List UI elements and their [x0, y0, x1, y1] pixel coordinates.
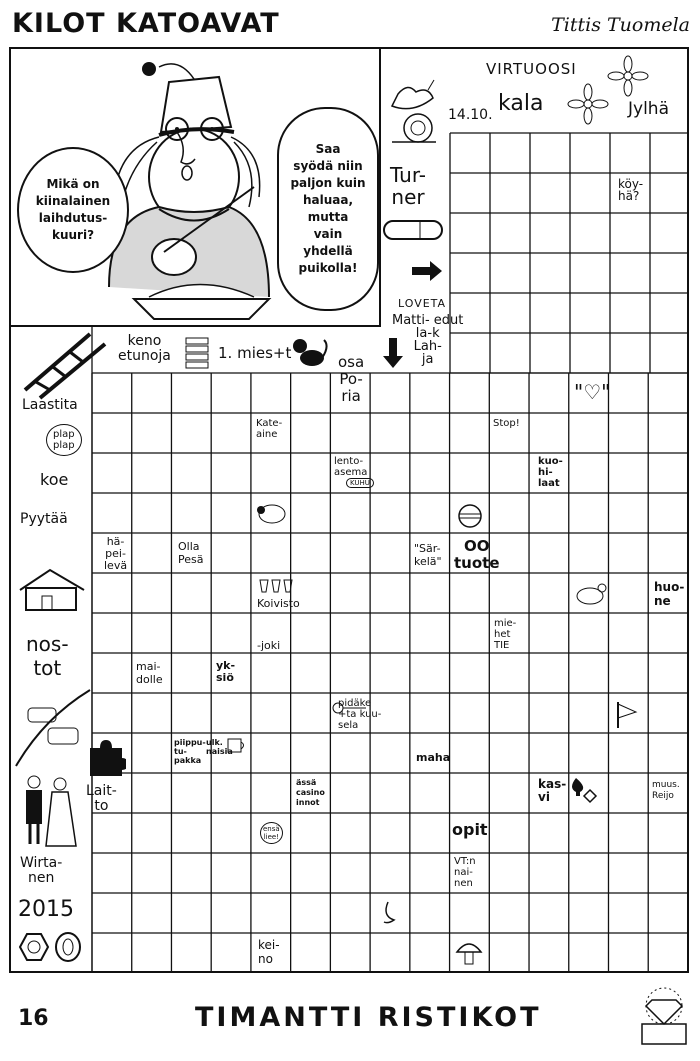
clue-olla-pesa: Olla Pesä: [178, 540, 204, 566]
speech-bubble-right: Saa syödä niin paljon kuin haluaa, mutta vain yhdellä puikolla!: [277, 107, 379, 311]
shot-glasses-icon: [258, 578, 302, 596]
clue-sarkela: "Sär- kelä": [414, 542, 442, 568]
arrow-right-icon: [410, 260, 444, 282]
clue-hapeileva: hä- pei- levä: [104, 535, 128, 572]
clue-first-man: 1. mies+t: [218, 344, 292, 362]
clue-koivisto: Koivisto: [257, 597, 300, 610]
speech-bubble-left: Mikä on kiinalainen laihdutus- kuuri?: [17, 147, 129, 273]
clue-keino: kei- no: [258, 938, 280, 966]
flower-icon-2: [566, 82, 610, 126]
clue-maidolle: mai- dolle: [136, 660, 163, 686]
ball-icon: [454, 502, 488, 530]
hex-nut-icon: [16, 930, 90, 964]
nose-icon: [378, 900, 402, 928]
wedding-couple-icon: [18, 774, 78, 850]
clue-koe: koe: [40, 470, 69, 489]
house-icon: [16, 566, 88, 612]
flag-icon: [612, 700, 642, 730]
clue-huone: huo- ne: [654, 580, 685, 608]
puzzle-title: KILOT KATOAVAT: [12, 8, 280, 39]
flower-icon: [606, 54, 650, 98]
clue-opit: opit: [452, 820, 488, 839]
clue-matti-edut: Matti- edut la-k Lah- ja: [392, 313, 464, 367]
clue-loveta: LOVETA: [398, 297, 447, 310]
footer-brand: TIMANTTI RISTIKOT: [195, 1002, 542, 1033]
snail-shell-icon: [390, 110, 440, 150]
clue-laastita: Laastita: [22, 397, 78, 413]
clue-pyytaa: Pyytää: [20, 511, 68, 527]
clue-yksio: yk- siö: [216, 659, 236, 684]
clue-ensa-liee: ensä liee!: [260, 822, 283, 844]
clue-maha: maha: [416, 751, 451, 764]
clue-joki: -joki: [257, 639, 281, 652]
mug-icon: [226, 736, 248, 754]
clue-ulkonaisia: ulk. naisia: [206, 738, 233, 756]
clue-stop: Stop!: [493, 418, 520, 429]
cartoon-panel: [9, 47, 381, 327]
clue-oo-tuote: OO tuote: [454, 537, 500, 572]
clue-heart: "♡": [574, 380, 611, 404]
clue-kala: kala: [498, 91, 544, 116]
monkey-icon: [288, 336, 330, 372]
clue-year: 2015: [18, 897, 74, 922]
clue-laito: Lait- to: [86, 783, 117, 814]
coin-stack-icon: [184, 336, 212, 370]
mushroom-icon: [454, 938, 484, 966]
clue-osa-poria: osa Po- ria: [338, 353, 365, 405]
clue-vtn-nainen: VT:n nai- nen: [454, 856, 476, 889]
clue-keno: keno etunoja: [118, 333, 171, 364]
clue-kasvi: kas- vi: [538, 777, 567, 804]
page-number: 16: [18, 1006, 49, 1031]
clue-kohyha: köy- hä?: [618, 177, 644, 203]
clue-kateaine: Kate- aine: [256, 418, 283, 440]
clue-lentoasema: lento- asema: [334, 456, 368, 478]
sheep-icon: [254, 500, 288, 528]
clue-piipputupakka: piippu- tu- pakka: [174, 738, 206, 765]
hen-icon: [572, 580, 610, 610]
clue-nostot: nos- tot: [26, 632, 69, 680]
clue-wirtanen: Wirta- nen: [20, 855, 63, 886]
key-icon: [332, 700, 368, 716]
author-signature: Tittis Tuomela: [551, 14, 690, 36]
ladder-icon: [20, 332, 110, 402]
spade-icon: [566, 776, 602, 806]
clue-virtuoosi: VIRTUOOSI: [486, 60, 577, 78]
clue-date: 14.10.: [448, 107, 493, 123]
clue-miehet-tie: mie- het TIE: [494, 618, 517, 651]
diamond-logo-icon: [634, 984, 694, 1048]
clue-pidake: pidäke +ta kuu- sela: [338, 698, 382, 731]
puzzle-piece-icon: [86, 738, 126, 778]
clue-kuhu: KUHU: [346, 478, 374, 488]
capsule-icon: [382, 218, 446, 244]
clue-kuohilaat: kuo- hi- laat: [538, 456, 563, 489]
clue-assa-casino: ässä casino innot: [296, 778, 325, 807]
arrow-down-icon: [382, 336, 404, 370]
clue-plap: plap plap: [46, 424, 82, 456]
clue-turner: Tur- ner: [390, 163, 427, 209]
clue-muus-reijo: muus. Reijo: [652, 780, 680, 801]
clue-jylha: Jylhä: [628, 99, 669, 119]
traffic-icon: [14, 688, 92, 768]
